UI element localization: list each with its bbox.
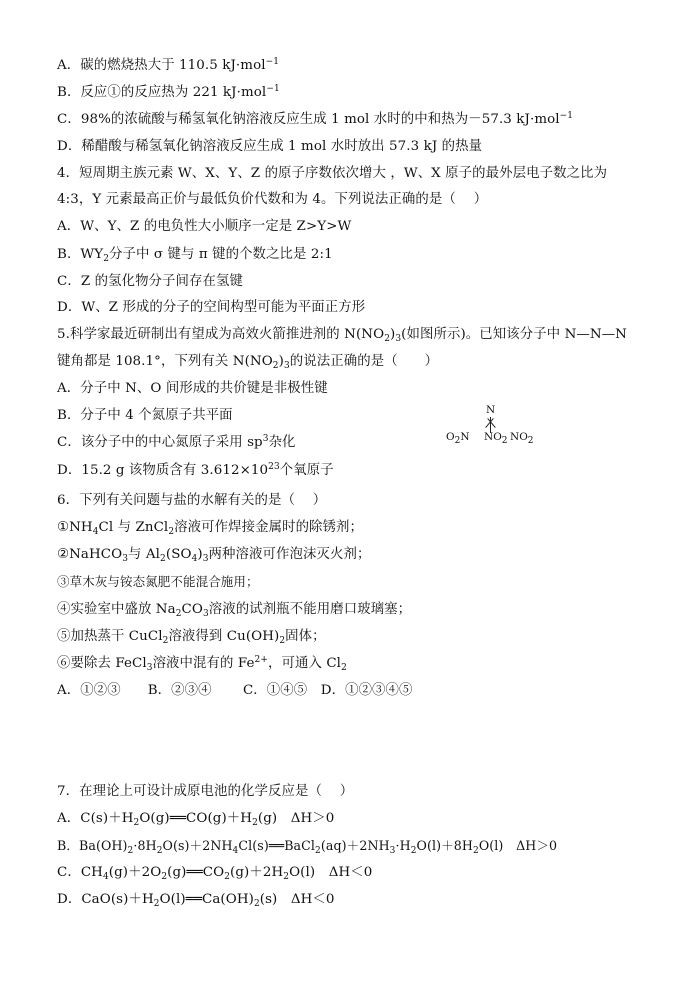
option-c-q4: C．Z 的氢化物分子间存在氢键 [57, 274, 243, 289]
question-7-stem: 7．在理论上可设计成原电池的化学反应是（ ） [57, 784, 354, 799]
option-c-q5: C．该分子中的中心氮原子采用 $sp^3$杂化 [57, 434, 296, 450]
molecule-mid-group: $NO_2$ [484, 431, 508, 446]
option-a-q4: A．W、Y、Z 的电负性大小顺序一定是 Z>Y>W [57, 219, 352, 234]
q6-answer-options: A．①②③ B．②③④ C．①④⑤ D．①②③④⑤ [57, 683, 413, 698]
option-d-q5: D．15.2 g 该物质含有 $3.612\times 10^{23}$个氧原子 [57, 462, 334, 478]
question-6-stem: 6．下列有关问题与盐的水解有关的是（ ） [57, 493, 327, 508]
question-4-stem-cont: 4:3，Y 元素最高正价与最低负价代数和为 4。下列说法正确的是（ ） [57, 192, 488, 207]
q6-statement-5: ⑤加热蒸干 CuCl$_2$溶液得到 $Cu(OH)_2$固体； [57, 629, 326, 646]
molecule-structure-diagram [442, 404, 552, 450]
q6-statement-2: ②NaHCO$_3$与 $Al_2(SO_4)_3$两种溶液可作泡沫灭火剂； [57, 547, 371, 564]
molecule-left-group: $O_2N$ [446, 431, 470, 446]
q6-statement-4: ④实验室中盛放 $Na_2CO_3$溶液的试剂瓶不能用磨口玻璃塞； [57, 602, 412, 619]
option-a-q5: A．分子中 N、O 间形成的共价键是非极性键 [57, 381, 328, 396]
option-c-q7: C．$CH_4(g)+2O_2(g)══CO_2(g)+2H_2O(l)$ ΔH＜0 [57, 865, 373, 882]
question-5-stem: 5.科学家最近研制出有望成为高效火箭推进剂的 $N(NO_2)_3$(如图所示)。已知该分子中 N—N—N [57, 327, 628, 344]
molecule-top-n: N [486, 404, 496, 416]
option-b-q3: B．反应①的反应热为 221 kJ·mol$^{-1}$ [57, 84, 280, 100]
option-b-q7: B．$Ba(OH)_2\cdot 8H_2O(s)+2NH_4Cl(s)══BaCl_2(aq)+2NH_3\cdot H_2O(l)+8H_2O(l)$ ΔH＞0 [57, 838, 558, 856]
q6-statement-3: ③草木灰与铵态氮肥不能混合施用； [57, 574, 259, 589]
option-a-q7: A．$C(s)+H_2O(g)══CO(g)+H_2(g)$ ΔH＞0 [57, 811, 335, 828]
option-c-q3: C．98%的浓硫酸与稀氢氧化钠溶液反应生成 1 mol 水时的中和热为－57.3 kJ·mol$^{-1}$ [57, 111, 574, 127]
option-a-q3: A．碳的燃烧热大于 110.5 kJ·mol$^{-1}$ [57, 57, 280, 73]
option-b-q4: B．$WY_2$分子中 σ 键与 π 键的个数之比是 2:1 [57, 247, 333, 264]
question-5-stem-cont: 键角都是 108.1°，下列有关 $N(NO_2)_3$的说法正确的是（ ） [57, 354, 439, 371]
option-b-q5: B．分子中 4 个氮原子共平面 [57, 408, 233, 423]
option-d-q4: D．W、Z 形成的分子的空间构型可能为平面正方形 [57, 300, 366, 315]
question-4-stem: 4．短周期主族元素 W、X、Y、Z 的原子序数依次增大 ，W、X 原子的最外层电子数之比为 [57, 166, 608, 181]
option-d-q3: D．稀醋酸与稀氢氧化钠溶液反应生成 1 mol 水时放出 57.3 kJ 的热量 [57, 139, 483, 154]
q6-statement-6: ⑥要除去 FeCl$_3$溶液中混有的 $Fe^{2+}$，可通入 $Cl_2$ [57, 655, 347, 673]
option-d-q7: D．$CaO(s)+H_2O(l)══Ca(OH)_2(s)$ ΔH＜0 [57, 892, 335, 909]
q6-statement-1: $①NH_4Cl$ 与 ZnCl$_2$溶液可作焊接金属时的除锈剂； [57, 520, 364, 537]
molecule-right-group: $NO_2$ [510, 431, 534, 446]
